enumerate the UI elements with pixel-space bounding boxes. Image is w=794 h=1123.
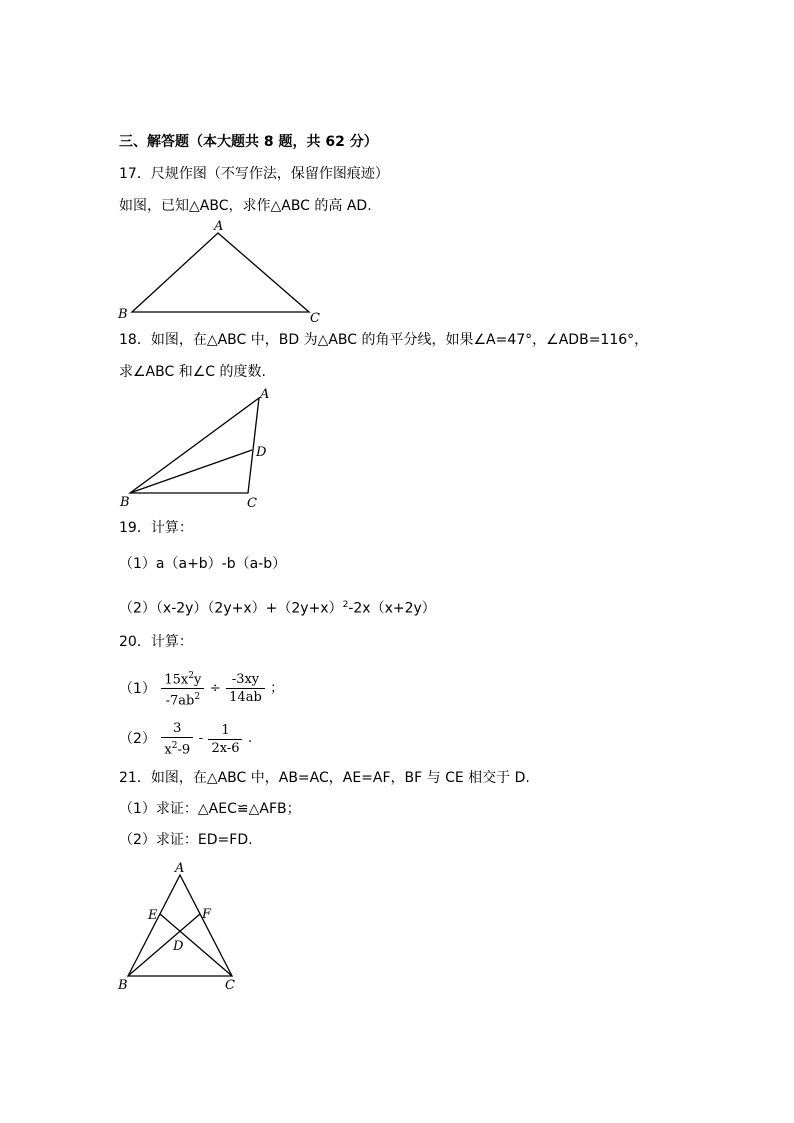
fraction-1: $\frac{15x^2y}{-7ab^2}$: [161, 668, 204, 710]
label-d: D: [256, 445, 267, 460]
label-a: A: [260, 387, 270, 402]
q17-title: 17．尺规作图（不写作法，保留作图痕迹）: [119, 166, 389, 182]
label-c: C: [247, 496, 257, 511]
q17-text: 如图，已知△ABC，求作△ABC 的高 AD.: [119, 198, 372, 214]
q19-part2: $(2)(x-2y)(2y+x)+(2y+x)^2-2x(x+2y)$: [119, 600, 436, 617]
q21-part1: （1）求证：△AEC≌△AFB；: [119, 801, 301, 817]
label-b: B: [118, 978, 128, 993]
label-c: C: [310, 311, 320, 326]
section-title: 三、解答题（本大题共 8 题，共 62 分）: [119, 134, 378, 150]
triangle-abc: [132, 233, 309, 312]
q21-title: 21．如图，在△ABC 中，AB=AC，AE=AF，BF 与 CE 相交于 D.: [119, 770, 530, 786]
triangle-abc: [130, 398, 259, 493]
q18-line1: 18．如图，在△ABC 中，BD 为△ABC 的角平分线，如果∠A=47°，∠ADB=116°，: [119, 332, 649, 348]
q19-title: 19．计算：: [119, 520, 193, 536]
bisector-bd: [130, 450, 252, 493]
label-f: F: [202, 907, 212, 922]
fraction-2: $\frac{-3xy}{14ab}$: [226, 671, 265, 706]
q20-part2: （2） $\frac{3}{x^2-9}$ - $\frac{1}{2x-6}$ .: [119, 721, 253, 758]
q20-part1-label: （1）: [119, 680, 156, 697]
q21-part2: （2）求证：ED=FD.: [119, 832, 253, 848]
q21-triangle-figure: [112, 858, 247, 998]
q20-part1: （1） $\frac{15x^2y}{-7ab^2}$ ÷ $\frac{-3xy}{14ab}$ ；: [119, 668, 283, 710]
fraction-3: $\frac{3}{x^2-9}$: [161, 720, 193, 758]
minus-operator: -: [198, 731, 203, 747]
fraction-4: $\frac{1}{2x-6}$: [208, 722, 242, 757]
divide-operator: ÷: [209, 680, 221, 696]
label-b: B: [118, 307, 128, 322]
q18-triangle-figure: [112, 384, 282, 512]
q20-title: 20．计算：: [119, 634, 193, 650]
label-b: B: [120, 495, 130, 510]
q18-line2: 求∠ABC 和∠C 的度数.: [119, 364, 266, 380]
label-a: A: [175, 861, 185, 876]
label-e: E: [148, 908, 158, 923]
segment-bf: [128, 914, 200, 976]
label-c: C: [225, 978, 235, 993]
label-a: A: [214, 219, 224, 234]
label-d: D: [173, 939, 184, 954]
triangle-abc: [128, 875, 232, 976]
q20-part2-label: （2）: [119, 731, 156, 748]
q19-part1: （1）a（a+b）-b（a-b）: [119, 556, 287, 572]
q17-triangle-figure: [112, 218, 332, 326]
segment-ce: [160, 914, 232, 976]
